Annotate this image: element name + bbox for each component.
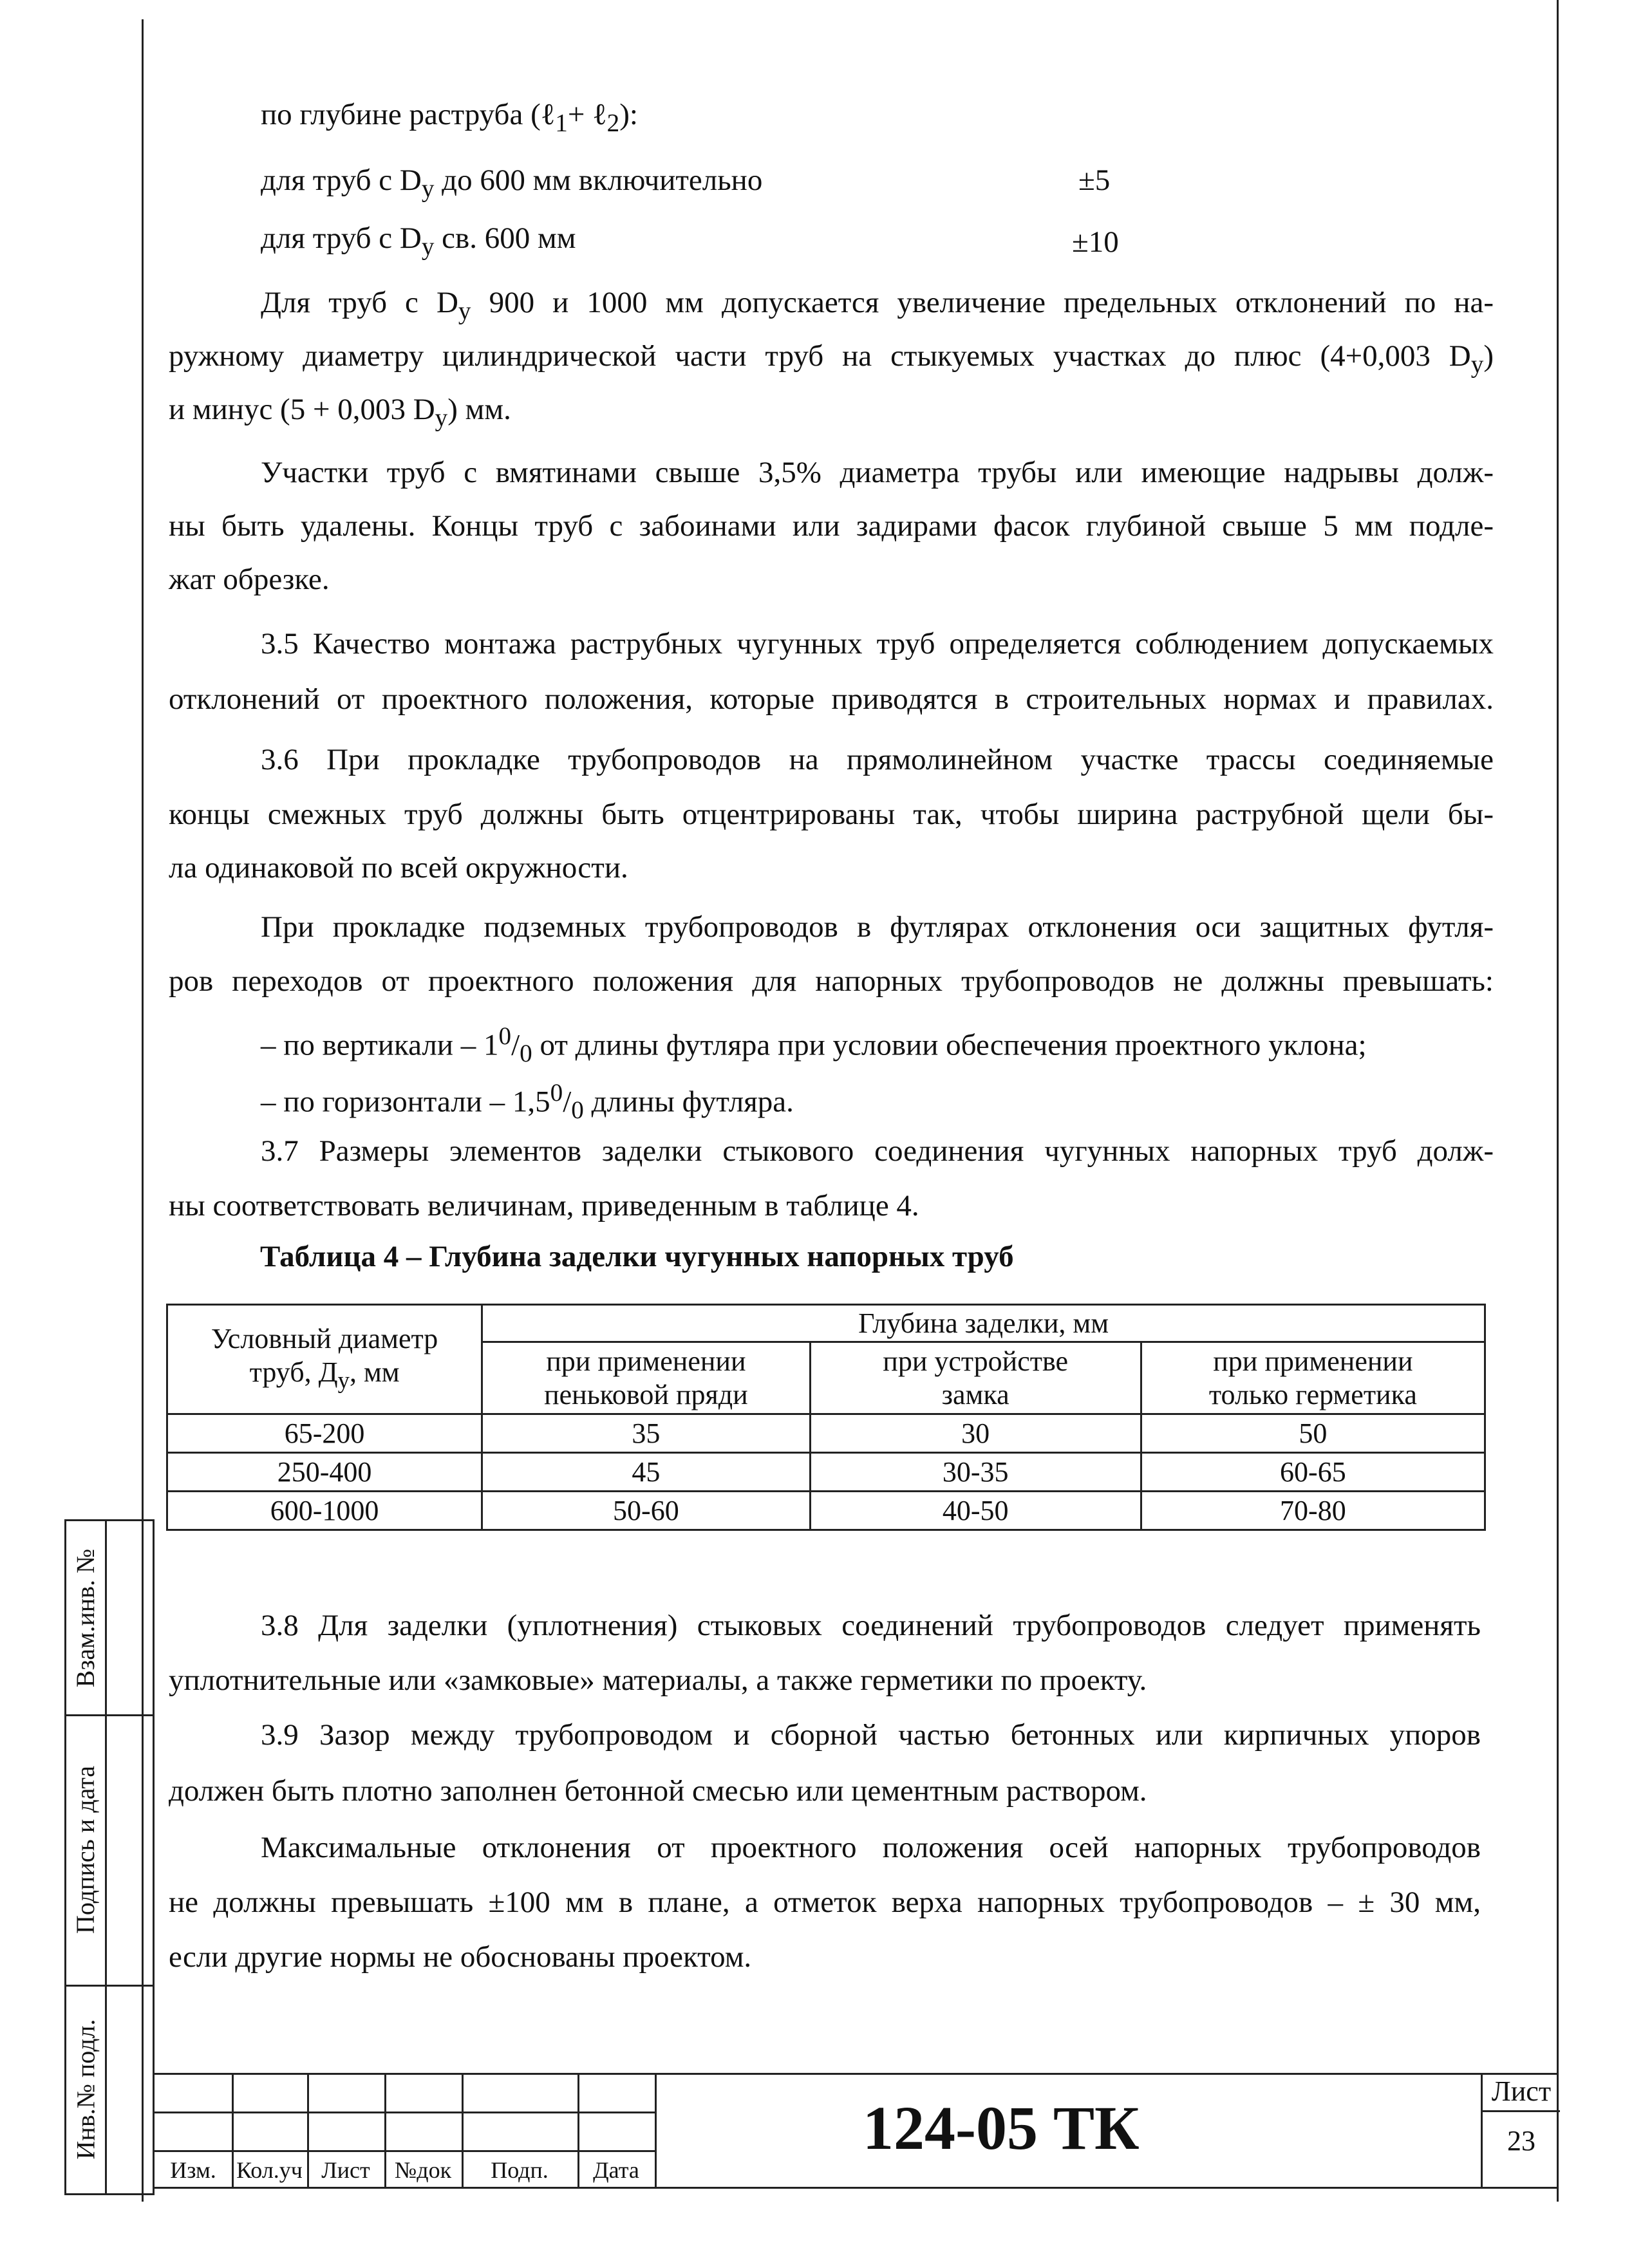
- text-line: – по вертикали – $1^0/_0$ от длины футляра при условии обеспечения проектного уклона;: [261, 1022, 1367, 1068]
- label-count: Кол.уч: [236, 2157, 303, 2183]
- label-date: Дата: [593, 2157, 639, 2183]
- table-cell: 40-50: [810, 1492, 1141, 1530]
- title-block: [155, 2073, 1558, 2189]
- sheet-box: [1481, 2073, 1560, 2189]
- text-line: 3.9 Зазор между трубопроводом и сборной частью бетонных или кирпичных упоров: [261, 1718, 1481, 1752]
- text-line: жат обрезке.: [169, 563, 330, 596]
- text-line: ны соответствовать величинам, приведенным в таблице 4.: [169, 1189, 919, 1222]
- table-cell: 30: [810, 1414, 1141, 1453]
- table-cell: 600-1000: [167, 1492, 482, 1530]
- tolerance-line-2: для труб с $D_у$ св. 600 мм: [261, 221, 576, 261]
- table-row: [167, 1453, 1485, 1492]
- header-lock: при устройстве замка: [810, 1342, 1141, 1414]
- grid-line: [155, 2150, 657, 2152]
- header-depth-group: Глубина заделки, мм: [482, 1305, 1485, 1342]
- label-sheet: Лист: [321, 2157, 370, 2183]
- label-signature: Подп.: [491, 2157, 549, 2183]
- text-line: При прокладке подземных трубопроводов в футлярах отклонения оси защитных футля-: [261, 910, 1494, 944]
- frame-right-border: [1557, 0, 1559, 2202]
- text-line: уплотнительные или «замковые» материалы, а также герметики по проекту.: [169, 1663, 1147, 1697]
- table-cell: 50: [1141, 1414, 1485, 1453]
- text-line: ла одинаковой по всей окружности.: [169, 851, 628, 885]
- text-line: по глубине раструба (ℓ$_1$+ ℓ$_2$):: [261, 98, 638, 137]
- text-line: Участки труб с вмятинами свыше 3,5% диаметра трубы или имеющие надрывы долж-: [261, 456, 1494, 489]
- tolerance-line-1: для труб с $D_у$ до 600 мм включительно: [261, 164, 763, 203]
- label-doc-no: №док: [394, 2157, 452, 2183]
- revision-grid: [155, 2073, 657, 2189]
- text-line: 3.8 Для заделки (уплотнения) стыковых соединений трубопроводов следует применять: [261, 1609, 1481, 1642]
- grid-line: [655, 2073, 657, 2189]
- text-line: – по горизонтали – $1,5^0/_0$ длины футляра.: [261, 1079, 794, 1125]
- side-label-replace: Взам.инв. №: [71, 1548, 100, 1687]
- table-cell: 70-80: [1141, 1492, 1485, 1530]
- text-line: не должны превышать ±100 мм в плане, а отметок верха напорных трубопроводов – ± 30 мм,: [169, 1886, 1481, 1919]
- table-cell: 50-60: [482, 1492, 810, 1530]
- text-line: Для труб с $D_у$ 900 и 1000 мм допускается увеличение предельных отклонений по на-: [261, 286, 1494, 325]
- text-line: ружному диаметру цилиндрической части труб на стыкуемых участках до плюс (4+0,003 $D_у$): [169, 339, 1494, 379]
- grid-line: [155, 2112, 657, 2113]
- text-line: должен быть плотно заполнен бетонной смесью или цементным раствором.: [169, 1774, 1147, 1808]
- tolerance-value-1: ±5: [1078, 164, 1111, 197]
- side-stamp: [64, 1519, 155, 2195]
- header-diameter: Условный диаметр труб, $Д_у$, мм: [167, 1305, 482, 1414]
- text-line: Максимальные отклонения от проектного положения осей напорных трубопроводов: [261, 1831, 1481, 1864]
- table-cell: 250-400: [167, 1453, 482, 1492]
- header-hemp: при применении пеньковой пряди: [482, 1342, 810, 1414]
- text-line: отклонений от проектного положения, которые приводятся в строительных нормах и правилах.: [169, 682, 1494, 716]
- tolerance-value-2: ±10: [1072, 225, 1119, 259]
- depth-table: [166, 1304, 1486, 1531]
- table-cell: 30-35: [810, 1453, 1141, 1492]
- table-caption: Таблица 4 – Глубина заделки чугунных напорных труб: [260, 1240, 1014, 1273]
- document-code: 124-05 ТК: [863, 2093, 1140, 2162]
- header-sealant: при применении только герметика: [1141, 1342, 1485, 1414]
- side-label-inv-orig: Инв.№ подл.: [71, 2019, 100, 2159]
- text-line: если другие нормы не обоснованы проектом.: [169, 1940, 752, 1974]
- sheet-number: 23: [1507, 2125, 1535, 2157]
- table-row: [167, 1492, 1485, 1530]
- text-line: ров переходов от проектного положения для напорных трубопроводов не должны превышать:: [169, 964, 1494, 998]
- text-line: 3.7 Размеры элементов заделки стыкового соединения чугунных напорных труб долж-: [261, 1134, 1494, 1168]
- text-line: концы смежных труб должны быть отцентрированы так, чтобы ширина раструбной щели бы-: [169, 798, 1494, 831]
- sheet-label: Лист: [1483, 2073, 1560, 2112]
- text-line: 3.6 При прокладке трубопроводов на прямолинейном участке трассы соединяемые: [261, 743, 1494, 776]
- table-cell: 60-65: [1141, 1453, 1485, 1492]
- side-label-sign-date: Подпись и дата: [71, 1765, 100, 1934]
- table-cell: 65-200: [167, 1414, 482, 1453]
- text-line: 3.5 Качество монтажа раструбных чугунных труб определяется соблюдением допускаемых: [261, 627, 1494, 660]
- label-change: Изм.: [170, 2157, 216, 2183]
- text-line: и минус (5 + 0,003 $D_у$) мм.: [169, 393, 511, 432]
- table-row: [167, 1414, 1485, 1453]
- text-line: ны быть удалены. Концы труб с забоинами или задирами фасок глубиной свыше 5 мм подле-: [169, 509, 1494, 543]
- table-cell: 35: [482, 1414, 810, 1453]
- table-cell: 45: [482, 1453, 810, 1492]
